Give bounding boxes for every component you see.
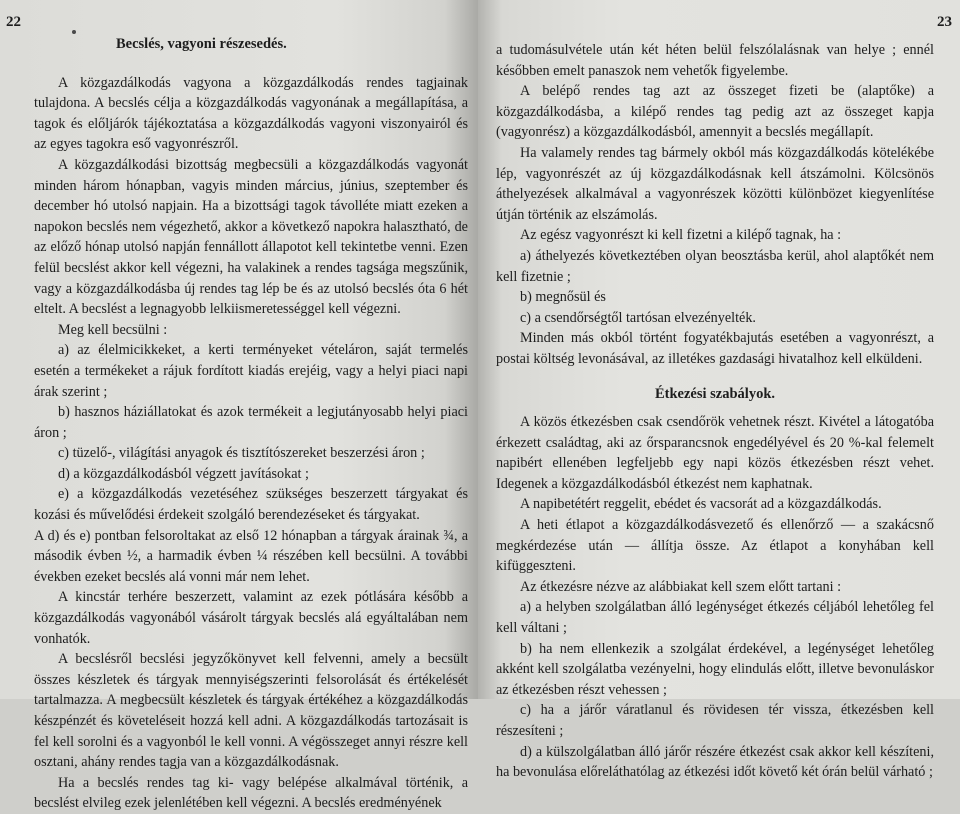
list-item: c) a csendőrségtől tartósan elvezényelték. [520,309,756,326]
list-item: c) tüzelő-, világítási anyagok és tisztítószereket beszerzési áron ; [58,445,425,462]
paragraph: A közös étkezésben csak csendőrök vehetnek részt. Kivétel a látogatóba érkezett családtag, aki az őrsparancsnok engedélyével és 20 %-kal felemelt napibért ellenében legfeljebb egy napi közös étkezésben részt vehet. Idegenek a közgazdálkodásból étkezést nem kaphatnak. [496,414,934,492]
paragraph: A közgazdálkodás vagyona a közgazdálkodás rendes tagjainak tulajdona. A becslés célja a közgazdálkodás vagyonának a megállapítása, a tagok és előljárók tájékoztatása a közgazdálkodás vagyoni viszonyairól és az egyes tagokra eső vagyonrészről. [34,74,468,153]
paragraph: a tudomásulvétele után két héten belül felszólalásnak van helye ; ennél későbben emelt panaszok nem vehetők figyelembe. [496,42,934,79]
paragraph: A heti étlapot a közgazdálkodásvezető és ellenőrző — a szakácsnő megkérdezése után — állítja össze. Az étlapot a konyhában kell kifüggeszteni. [496,517,934,575]
list-item: d) a külszolgálatban álló járőr részére étkezést csak akkor kell készíteni, ha bevonulása előreláthatólag az étkezési időt követő két órán belül várható ; [496,743,934,781]
list-item: a) a helyben szolgálatban álló legénységet étkezés céljából lehetőleg fel kell váltani ; [496,599,934,637]
page-number: 22 [6,14,21,30]
page-body [34,73,468,814]
list-item: c) ha a járőr váratlanul és rövidesen tér vissza, étkezésben kell részesíteni ; [496,702,934,739]
paragraph: Ha a becslés rendes tag ki- vagy belépése alkalmával történik, a becslést elvileg ezek jelenlétében kell végezni. A becslés eredményének [34,774,468,812]
paragraph: A kincstár terhére beszerzett, valamint az ezek pótlására később a közgazdálkodás vagyonából vásárolt tárgyak becslés alá egyáltalában nem vonhatók. [34,589,468,647]
section-heading: Étkezési szabályok. [654,385,776,402]
list-item: b) megnősül és [520,289,606,306]
left-page [0,0,478,812]
paragraph: Ha valamely rendes tag bármely okból más közgazdálkodás kötelékébe lép, vagyonrészét az új közgazdálkodásnak kell átszámolni. Kölcsönös áthelyezések alkalmával a vagyonrészek közötti különbözet kiegyenlítése útján történik az elszámolás. [496,144,934,223]
paragraph: Az étkezésre nézve az alábbiakat kell szem előtt tartani : [520,578,842,595]
page-body-top [496,40,934,370]
right-page [478,0,960,781]
list-item: a) az élelmicikkeket, a kerti terményeket vételáron, saját termelés esetén a termékeket a rájuk fordított kiadás erejéig, vagy a helyi piaci napi árak szerint ; [34,342,468,400]
paragraph: A d) és e) pontban felsoroltakat az első 12 hónapban a tárgyak árainak ¾, a második évben ½, a harmadik évben ¼ részében kell becsülni. A további években ezeket becslés alá vonni már nem lehet. [34,527,468,585]
ink-dot [72,30,76,34]
paragraph: A becslésről becslési jegyzőkönyvet kell felvenni, amely a becsült összes készletek és tárgyak mennyiségszerinti felsorolását és értékelését tartalmazza. A megbecsült készletek és tárgyak értékéhez a közgazdálkodás készpénzét és követeléseit hozzá kell adni. A közgazdálkodás tartozásait is fel kell sorolni és a vagyonból le kell vonni. A végösszeget annyi részre kell osztani, ahány rendes tagja van a közgazdálkodásnak. [34,651,468,771]
list-item: b) hasznos háziállatokat és azok termékeit a legjutányosabb helyi piaci áron ; [34,404,468,441]
paragraph: Minden más okból történt fogyatékbajutás esetében a vagyonrészt, a postai költség levonásával, az illetékes gazdasági hivatalhoz kell elküldeni. [496,330,934,367]
paragraph: A napibetétért reggelit, ebédet és vacsorát ad a közgazdálkodás. [520,496,882,513]
list-item: d) a közgazdálkodásból végzett javításokat ; [58,465,309,482]
paragraph: A belépő rendes tag azt az összeget fizeti be (alaptőke) a közgazdálkodásba, a kilépő rendes tag pedig azt az összeget kapja (vagyonrész) a közgazdálkodásból, amennyit a becslés megállapít. [496,83,934,141]
list-item: b) ha nem ellenkezik a szolgálat érdekével, a legénységet lehetőleg akként kell szolgálatba vezényelni, hogy elindulás előtt, illetve bevonuláskor az étkezésben részt vehessen ; [496,640,934,698]
page-body-bottom [496,412,934,783]
paragraph: Meg kell becsülni : [58,321,168,338]
list-item: e) a közgazdálkodás vezetéséhez szükséges beszerzett tárgyakat és kozási és művelődési érdekeit szolgáló berendezéseket és tárgyakat. [34,486,468,524]
paragraph: Az egész vagyonrészt ki kell fizetni a kilépő tagnak, ha : [520,227,842,244]
paragraph: A közgazdálkodási bizottság megbecsüli a közgazdálkodás vagyonát minden három hónapban, vagyis minden március, június, szeptember és december hó utolsó napjain. Ha a bizottsági tagok távolléte miatt ezeken a napokon becslés nem végezhető, akkor a következő napokra halasztható, de az előző hónap utolsó napján fennállott állapotot kell tekintetbe venni. Ezen felül becslést akkor kell végezni, ha valakinek a rendes tagsága megszűnik, vagy a közgazdálkodásba új rendes tag lép be és az utolsó becslés óta 6 hét eltelt. A becslést a legnagyobb lelkiismeretességgel kell végezni. [34,156,468,318]
page-number: 23 [937,14,952,30]
list-item: a) áthelyezés következtében olyan beosztásba kerül, ahol alaptőkét nem kell fizetnie ; [496,247,934,285]
section-heading: Becslés, vagyoni részesedés. [116,36,287,52]
